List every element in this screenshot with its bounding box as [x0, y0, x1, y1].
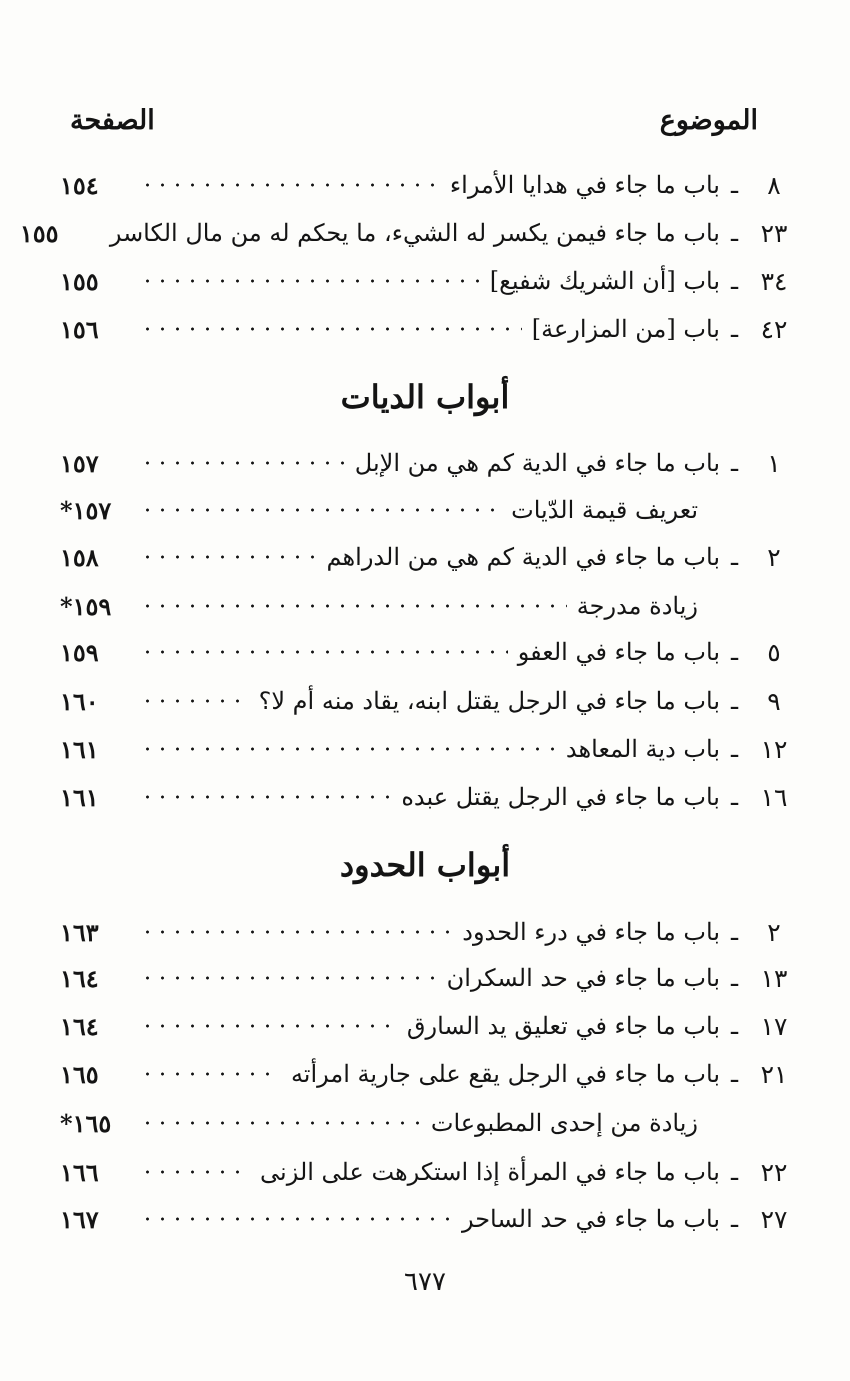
toc-subentry	[60, 586, 810, 626]
page-column-header: الصفحة	[70, 105, 155, 136]
entry-number: ٢	[767, 917, 781, 947]
dot-leader	[140, 554, 317, 560]
section-title-diyat: أبواب الديات	[340, 378, 510, 416]
entry-dash: ـ	[730, 783, 738, 811]
toc-entry	[60, 1054, 810, 1094]
entry-page: ١٦٥*	[60, 1108, 112, 1138]
entry-number: ٢١	[760, 1059, 788, 1089]
toc-entry	[60, 165, 810, 205]
entry-page: ١٥٥	[19, 218, 59, 248]
entry-number: ٢٢	[760, 1157, 788, 1187]
dot-leader	[140, 929, 452, 935]
toc-entry	[60, 777, 810, 817]
entry-number: ٩	[767, 686, 781, 716]
entry-page: ١٥٥	[60, 266, 99, 296]
entry-dash: ـ	[730, 1060, 738, 1088]
entry-dash: ـ	[730, 687, 738, 715]
entry-dash: ـ	[730, 171, 738, 199]
toc-entry	[60, 729, 810, 769]
dot-leader	[140, 1169, 250, 1175]
dot-leader	[140, 1120, 421, 1126]
entry-dash: ـ	[730, 449, 738, 477]
entry-title: باب ما جاء في الرجل يقتل عبده	[401, 783, 720, 811]
toc-subentry	[60, 490, 810, 530]
entry-title: باب ما جاء في المرأة إذا استكرهت على الزنى	[260, 1158, 720, 1186]
entry-page: ١٦٧	[60, 1204, 99, 1234]
entry-dash: ـ	[730, 1205, 738, 1233]
dot-leader	[140, 1071, 281, 1077]
entry-dash: ـ	[730, 918, 738, 946]
entry-title: باب ما جاء في هدايا الأمراء	[449, 171, 720, 199]
toc-entry	[60, 537, 810, 577]
entry-dash: ـ	[730, 1012, 738, 1040]
dot-leader	[140, 460, 345, 466]
entry-number: ١٢	[760, 734, 788, 764]
dot-leader	[140, 698, 249, 704]
entry-number: ١	[767, 448, 781, 478]
entry-number: ٢٧	[760, 1204, 788, 1234]
toc-entry	[60, 261, 810, 301]
toc-entry	[60, 958, 810, 998]
entry-title: باب ما جاء في الرجل يقع على جارية امرأته	[290, 1060, 720, 1088]
entry-title: باب ما جاء في تعليق يد السارق	[406, 1012, 720, 1040]
toc-entry	[60, 1152, 810, 1192]
entry-title: باب ما جاء فيمن يكسر له الشيء، ما يحكم له من مال الكاسر	[109, 219, 720, 247]
toc-subentry	[60, 1103, 810, 1143]
entry-dash: ـ	[730, 543, 738, 571]
entry-title: باب ما جاء في حد الساحر	[461, 1205, 720, 1233]
dot-leader	[140, 649, 508, 655]
entry-page: ١٦٤	[60, 1011, 99, 1041]
entry-page: ١٥٧	[60, 448, 99, 478]
entry-dash: ـ	[730, 267, 738, 295]
entry-number: ٣٤	[760, 266, 788, 296]
entry-title: باب ما جاء في الرجل يقتل ابنه، يقاد منه أم لا؟	[258, 687, 720, 715]
entry-number: ٤٢	[760, 314, 788, 344]
entry-page: ١٦٣	[60, 917, 99, 947]
entry-page: ١٦١	[60, 734, 99, 764]
entry-dash: ـ	[730, 315, 738, 343]
dot-leader	[140, 326, 522, 332]
section-title-hudud: أبواب الحدود	[339, 846, 511, 884]
entry-page: ١٥٩	[60, 637, 99, 667]
entry-title: باب [من المزارعة]	[531, 315, 720, 343]
toc-entry	[60, 1199, 810, 1239]
dot-leader	[140, 746, 556, 752]
entry-number: ١٦	[760, 782, 788, 812]
entry-title: باب [أن الشريك شفيع]	[489, 267, 720, 295]
entry-page: ١٥٤	[60, 170, 99, 200]
entry-title: باب ما جاء في حد السكران	[446, 964, 720, 992]
entry-title: باب ما جاء في الدية كم هي من الإبل	[354, 449, 720, 477]
toc-entry	[60, 443, 810, 483]
entry-title: باب دية المعاهد	[565, 735, 720, 763]
entry-title: باب ما جاء في العفو	[517, 638, 720, 666]
dot-leader	[140, 278, 480, 284]
entry-page: ١٥٦	[60, 314, 99, 344]
entry-number: ٢٣	[760, 218, 788, 248]
toc-entry	[60, 912, 810, 952]
dot-leader	[140, 182, 440, 188]
dot-leader	[140, 507, 501, 513]
entry-title: تعريف قيمة الدّيات	[511, 496, 698, 524]
entry-title: باب ما جاء في الدية كم هي من الدراهم	[326, 543, 720, 571]
entry-dash: ـ	[730, 735, 738, 763]
entry-page: ١٥٩*	[60, 591, 112, 621]
dot-leader	[140, 1216, 452, 1222]
toc-entry	[60, 681, 810, 721]
page-number: ٦٧٧	[404, 1267, 446, 1297]
entry-title: زيادة من إحدى المطبوعات	[430, 1109, 698, 1137]
entry-page: ١٦٦	[60, 1157, 99, 1187]
dot-leader	[140, 794, 391, 800]
toc-entry	[60, 632, 810, 672]
toc-entry	[60, 309, 810, 349]
entry-page: ١٥٧*	[60, 495, 112, 525]
entry-number: ١٣	[760, 963, 788, 993]
entry-dash: ـ	[730, 219, 738, 247]
entry-dash: ـ	[730, 1158, 738, 1186]
topic-column-header: الموضوع	[659, 105, 758, 136]
toc-entry	[19, 213, 810, 253]
entry-dash: ـ	[730, 638, 738, 666]
entry-page: ١٦٥	[60, 1059, 99, 1089]
entry-number: ١٧	[760, 1011, 788, 1041]
dot-leader	[140, 1023, 397, 1029]
entry-title: باب ما جاء في درء الحدود	[462, 918, 720, 946]
entry-page: ١٥٨	[60, 542, 99, 572]
toc-entry	[60, 1006, 810, 1046]
entry-dash: ـ	[730, 964, 738, 992]
entry-number: ٨	[767, 170, 781, 200]
entry-page: ١٦١	[60, 782, 99, 812]
dot-leader	[140, 603, 567, 609]
entry-page: ١٦٠	[60, 686, 99, 716]
dot-leader	[140, 975, 437, 981]
entry-number: ٢	[767, 542, 781, 572]
entry-page: ١٦٤	[60, 963, 99, 993]
entry-title: زيادة مدرجة	[576, 592, 698, 620]
entry-number: ٥	[767, 637, 781, 667]
